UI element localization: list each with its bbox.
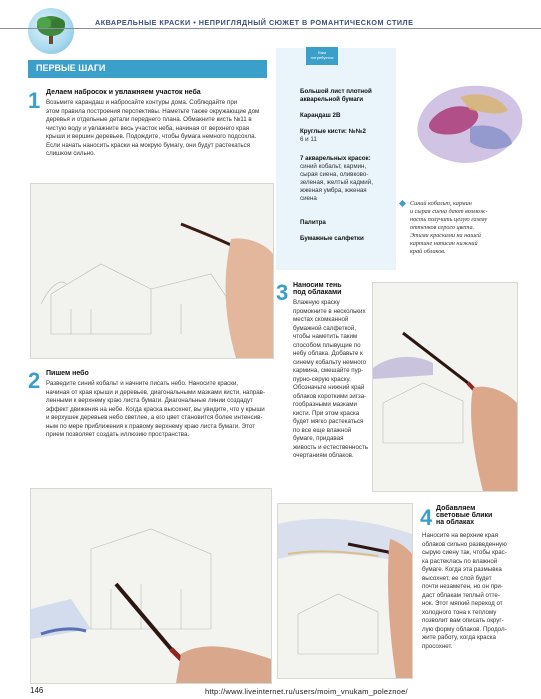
material-paints: 7 акварельных красок: синий кобальт, кармин, сырая сиена, оливково- зеленая, желтый кадмий, жженая умбра, жженая сиена — [300, 155, 373, 202]
step-3-title: Наносим тень под облаками — [293, 282, 342, 296]
tree-logo-icon — [28, 8, 74, 54]
step-1-number: 1 — [28, 88, 41, 113]
step-3-text: Влажную краску промокните в нескольких местах скомканной бумажной салфеткой, чтобы наметить таким способом плывущие по небу облака. Добавьте к синему кобальту немного кармина, смешайте пур- пурно-серую краску. Обозначьте нижний край облаков короткими зигза- гообразными мазками кисти. При этом краска будет мягко растекаться по все еще влажной бумаге, придавая живость и естественность очертаниям облаков. — [293, 299, 369, 459]
step-4-photo — [277, 503, 413, 679]
step-1-text: Возьмите карандаш и набросайте контуры дома. Соблюдайте при этом правила построения перспективы. Наметьте также окружающие дом деревья и отдельные детали переднего плана. Обмакните кисть №11 в чистую воду и увлажните весь участок неба, начиная от верхнего края крыши и вершин деревьев. Подождите, чтобы бумага немного подсохла. Если начать наносить краски на мокрую бумагу, они будут растекаться слишком сильно. — [46, 99, 260, 157]
step-2-title: Пишем небо — [46, 370, 89, 377]
step-1-photo — [30, 183, 274, 359]
step-2-text: Разведите синий кобальт и начните писать небо. Наносите краски, начиная от края крыши и деревьев, диагональными мазками кисти, направ- ленными к верхнему краю листа бумаги. Диагональные линии создадут эффект движения на небе. Когда краска высохнет, вы увидите, что у крыши и верхушек деревьев небо светлее, а его цвет становится более интенсив- ным по мере приближения к правому верхнему краю листа бумаги. Этот прием позволяет создать иллюзию пространства. — [46, 380, 266, 438]
materials-header: Вам потребуется — [306, 47, 338, 65]
watercolor-swatch — [400, 72, 530, 182]
running-header: АКВАРЕЛЬНЫЕ КРАСКИ • НЕПРИГЛЯДНЫЙ СЮЖЕТ В РОМАНТИЧЕСКОМ СТИЛЕ — [95, 18, 414, 27]
step-4-text: Наносите на верхние края облаков сильно разведенную сырую сиену так, чтобы крас- ка растеклась по влажной бумаге. Когда эта размывка высохнет, ее слой будет почти незаметен, но он при- даст облакам теплый отте- нок. Этот мягкий переход от холодного тона к теплому позволит вам описать округ- лую форму облаков. Продол- жите работу, когда краска просохнет. — [422, 532, 507, 650]
page-number: 146 — [30, 686, 44, 695]
step-3-photo — [372, 282, 518, 492]
material-brushes: Круглые кисти: №№2 6 и 11 — [300, 128, 366, 143]
section-title: ПЕРВЫЕ ШАГИ — [36, 63, 106, 73]
step-2-photo — [30, 488, 272, 684]
step-1-title: Делаем набросок и увлажняем участок неба — [46, 89, 201, 96]
step-4-title: Добавляем световые блики на облаках — [436, 505, 493, 526]
swatch-caption: Синий кобальт, кармин и сырая сиена дают возмож- ность получить целую гамму оттенков серого цвета. Этими красками на нашей картине написан нижний край облаков. — [410, 200, 488, 255]
material-pencil: Карандаш 2В — [300, 112, 341, 119]
source-url[interactable]: http://www.liveinternet.ru/users/moim_vnukam_poleznoe/ — [205, 687, 408, 696]
step-3-number: 3 — [276, 280, 289, 305]
step-2-number: 2 — [28, 368, 41, 393]
material-palette: Палитра — [300, 219, 326, 226]
material-paper: Большой лист плотной акварельной бумаги — [300, 88, 372, 103]
header-rule — [0, 28, 541, 29]
material-napkins: Бумажные салфетки — [300, 235, 364, 242]
caption-bullet-icon — [399, 200, 406, 207]
step-4-number: 4 — [420, 505, 433, 530]
